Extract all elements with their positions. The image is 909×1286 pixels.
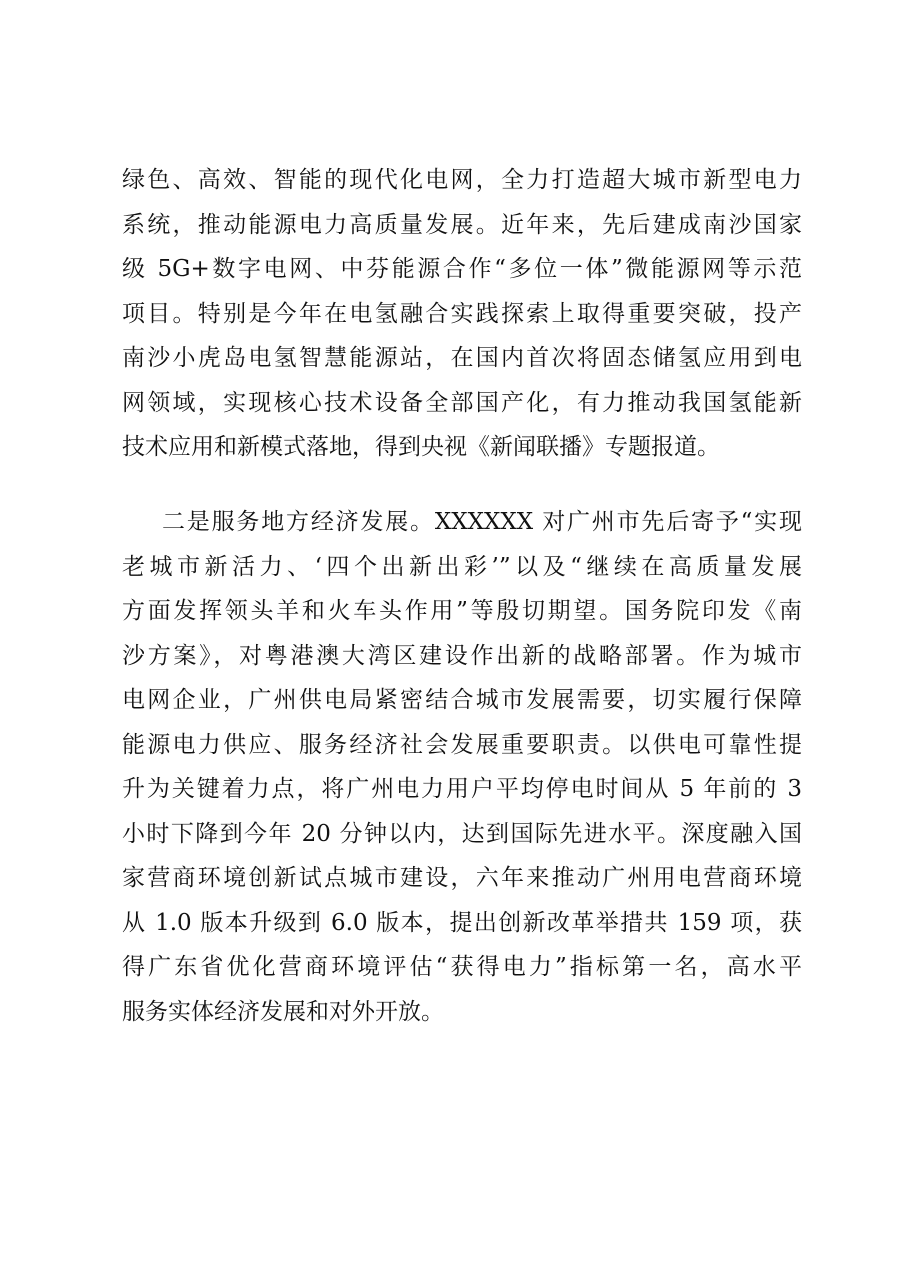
paragraph-line: 老城市新活力、‘四个出新出彩’”以及“继续在高质量发展 bbox=[122, 553, 802, 580]
paragraph-line: 南沙小虎岛电氢智慧能源站，在国内首次将固态储氢应用到电 bbox=[122, 345, 802, 371]
paragraph-line: 沙方案》，对粤港澳大湾区建设作出新的战略部署。作为城市 bbox=[122, 642, 802, 669]
paragraph-line: 从 1.0 版本升级到 6.0 版本，提出创新改革举措共 159 项，获 bbox=[122, 909, 802, 936]
paragraph-line: 网领域，实现核心技术设备全部国产化，有力推动我国氢能新 bbox=[122, 389, 802, 416]
paragraph-line: 小时下降到今年 20 分钟以内，达到国际先进水平。深度融入国 bbox=[122, 820, 802, 847]
paragraph-line: 方面发挥领头羊和火车头作用”等殷切期望。国务院印发《南 bbox=[122, 598, 802, 624]
paragraph-line: 得广东省优化营商环境评估“获得电力”指标第一名，高水平 bbox=[122, 954, 802, 980]
paragraph-green-grid bbox=[122, 158, 802, 470]
paragraph-local-economy bbox=[122, 500, 802, 1034]
paragraph-line: 服务实体经济发展和对外开放。 bbox=[122, 998, 444, 1025]
paragraph-line: 绿色、高效、智能的现代化电网，全力打造超大城市新型电力 bbox=[122, 167, 802, 193]
paragraph-line: 升为关键着力点，将广州电力用户平均停电时间从 5 年前的 3 bbox=[122, 776, 802, 802]
paragraph-line: 能源电力供应、服务经济社会发展重要职责。以供电可靠性提 bbox=[122, 731, 802, 758]
paragraph-line: 电网企业，广州供电局紧密结合城市发展需要，切实履行保障 bbox=[122, 687, 802, 713]
paragraph-line: 级 5G+数字电网、中芬能源合作“多位一体”微能源网等示范 bbox=[122, 256, 802, 282]
paragraph-line: 项目。特别是今年在电氢融合实践探索上取得重要突破，投产 bbox=[122, 300, 802, 327]
paragraph-line: 家营商环境创新试点城市建设，六年来推动广州用电营商环境 bbox=[122, 865, 802, 891]
paragraph-line: 二是服务地方经济发展。XXXXXX 对广州市先后寄予“实现 bbox=[162, 509, 802, 535]
paragraph-line: 技术应用和新模式落地，得到央视《新闻联播》专题报道。 bbox=[122, 434, 720, 460]
paragraph-line: 系统，推动能源电力高质量发展。近年来，先后建成南沙国家 bbox=[122, 211, 802, 238]
